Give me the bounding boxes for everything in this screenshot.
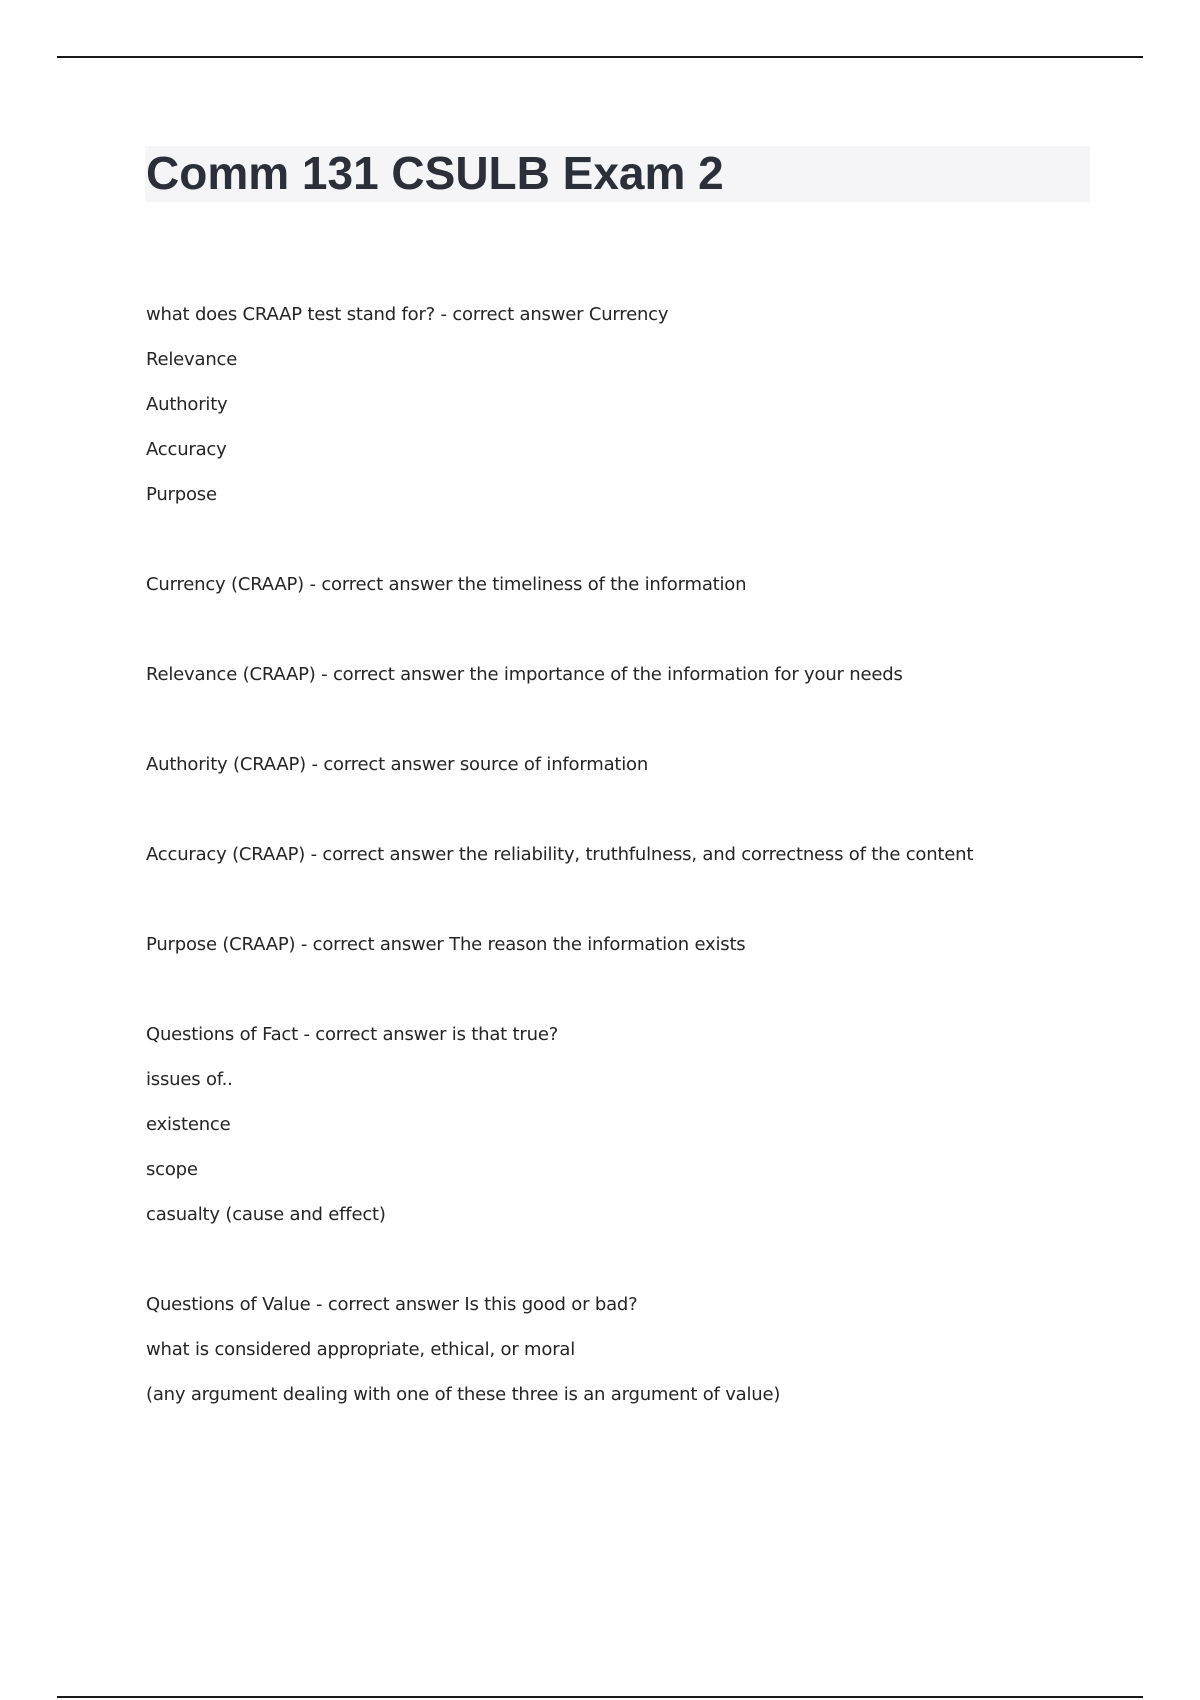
qa-entry	[146, 742, 1106, 787]
bottom-divider	[57, 1696, 1143, 1698]
entry-line: (any argument dealing with one of these three is an argument of value)	[146, 1384, 781, 1405]
entry-line: Accuracy (CRAAP) - correct answer the reliability, truthfulness, and correctness of the content	[146, 844, 974, 865]
entry-line: Purpose (CRAAP) - correct answer The reason the information exists	[146, 934, 746, 955]
qa-entry	[146, 1282, 1106, 1417]
top-divider	[57, 56, 1143, 58]
qa-entry	[146, 292, 1106, 517]
document-body	[146, 292, 1106, 1462]
entry-line: existence	[146, 1114, 231, 1135]
entry-line: Questions of Value - correct answer Is this good or bad?	[146, 1294, 638, 1315]
entry-line: Authority (CRAAP) - correct answer source of information	[146, 754, 649, 775]
entry-line: scope	[146, 1159, 198, 1180]
entry-line: Purpose	[146, 484, 217, 505]
entry-line: Relevance	[146, 349, 238, 370]
qa-entry	[146, 562, 1106, 607]
entry-line: issues of..	[146, 1069, 233, 1090]
entry-line: Authority	[146, 394, 228, 415]
qa-entry	[146, 652, 1106, 697]
entry-line: Accuracy	[146, 439, 227, 460]
qa-entry	[146, 922, 1106, 967]
qa-entry	[146, 832, 1106, 877]
entry-line: Currency (CRAAP) - correct answer the timeliness of the information	[146, 574, 747, 595]
entry-line: what does CRAAP test stand for? - correct answer Currency	[146, 304, 669, 325]
entry-line: what is considered appropriate, ethical, or moral	[146, 1339, 576, 1360]
qa-entry	[146, 1012, 1106, 1237]
entry-line: Questions of Fact - correct answer is that true?	[146, 1024, 559, 1045]
entry-line: casualty (cause and effect)	[146, 1204, 386, 1225]
page-title: Comm 131 CSULB Exam 2	[146, 147, 724, 199]
entry-line: Relevance (CRAAP) - correct answer the importance of the information for your needs	[146, 664, 903, 685]
